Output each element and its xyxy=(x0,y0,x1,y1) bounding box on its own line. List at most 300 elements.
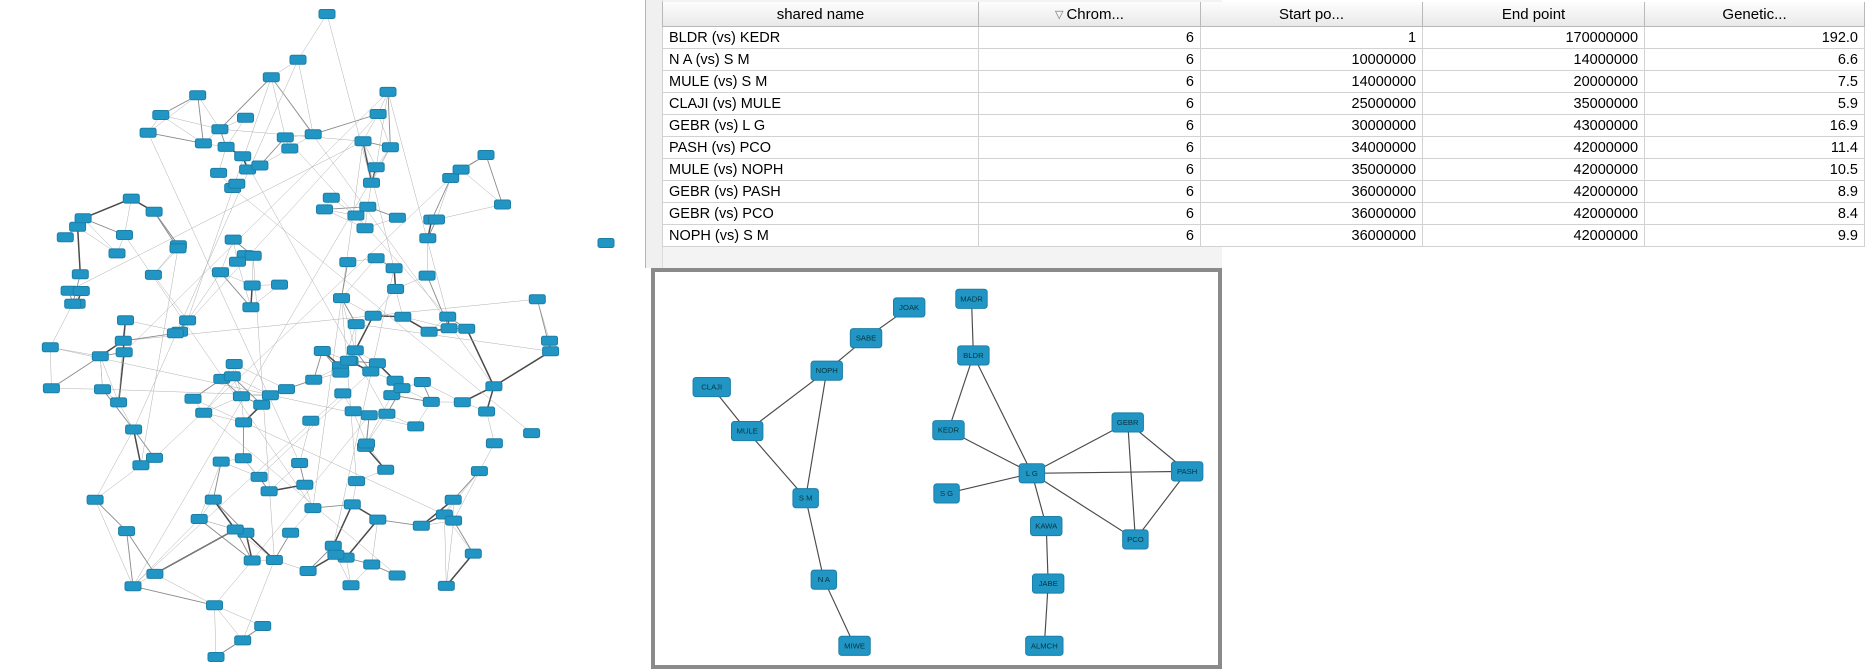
node-shape[interactable] xyxy=(1026,636,1063,655)
table-column-header-shared-name[interactable] xyxy=(663,2,979,27)
node-shape[interactable] xyxy=(75,214,91,223)
network-node[interactable] xyxy=(292,459,308,468)
network-node[interactable] xyxy=(421,327,437,336)
table-cell-chromosome[interactable]: 6 xyxy=(978,159,1200,181)
network-node[interactable] xyxy=(185,394,201,403)
table-cell-chromosome[interactable]: 6 xyxy=(978,225,1200,247)
node-shape[interactable] xyxy=(956,289,987,308)
network-node[interactable] xyxy=(225,235,241,244)
table-cell-shared-name[interactable]: CLAJI (vs) MULE xyxy=(663,93,979,115)
network-node[interactable] xyxy=(244,556,260,565)
network-node[interactable] xyxy=(524,429,540,438)
node-shape[interactable] xyxy=(213,268,229,277)
node-shape[interactable] xyxy=(328,550,344,559)
node-shape[interactable] xyxy=(180,316,196,325)
subnetwork-node[interactable] xyxy=(693,377,730,396)
network-node[interactable] xyxy=(133,461,149,470)
network-node[interactable] xyxy=(252,161,268,170)
table-cell-chromosome[interactable]: 6 xyxy=(978,49,1200,71)
table-column-header-end-point[interactable] xyxy=(1423,2,1645,27)
table-cell-genetic[interactable]: 8.4 xyxy=(1645,203,1865,225)
network-node[interactable] xyxy=(218,142,234,151)
network-node[interactable] xyxy=(370,515,386,524)
table-row[interactable] xyxy=(663,137,1865,159)
node-shape[interactable] xyxy=(167,329,183,338)
full-network-view[interactable] xyxy=(0,0,645,669)
network-node[interactable] xyxy=(454,398,470,407)
network-node[interactable] xyxy=(479,407,495,416)
node-shape[interactable] xyxy=(117,231,133,240)
node-shape[interactable] xyxy=(290,55,306,64)
node-shape[interactable] xyxy=(191,515,207,524)
node-shape[interactable] xyxy=(348,320,364,329)
node-shape[interactable] xyxy=(140,128,156,137)
network-node[interactable] xyxy=(368,163,384,172)
node-shape[interactable] xyxy=(429,215,445,224)
node-shape[interactable] xyxy=(292,459,308,468)
network-node[interactable] xyxy=(70,222,86,231)
network-node[interactable] xyxy=(73,287,89,296)
node-shape[interactable] xyxy=(408,422,424,431)
node-shape[interactable] xyxy=(272,280,288,289)
network-node[interactable] xyxy=(191,515,207,524)
table-cell-genetic[interactable]: 11.4 xyxy=(1645,137,1865,159)
node-shape[interactable] xyxy=(478,151,494,160)
network-node[interactable] xyxy=(87,495,103,504)
network-node[interactable] xyxy=(180,316,196,325)
node-shape[interactable] xyxy=(394,384,410,393)
node-shape[interactable] xyxy=(335,389,351,398)
node-shape[interactable] xyxy=(340,258,356,267)
table-cell-chromosome[interactable]: 6 xyxy=(978,71,1200,93)
network-node[interactable] xyxy=(195,139,211,148)
node-shape[interactable] xyxy=(380,87,396,96)
table-cell-start-point[interactable]: 36000000 xyxy=(1201,181,1423,203)
network-node[interactable] xyxy=(118,316,134,325)
node-shape[interactable] xyxy=(126,425,142,434)
table-cell-shared-name[interactable]: GEBR (vs) PASH xyxy=(663,181,979,203)
network-node[interactable] xyxy=(359,439,375,448)
subnetwork-node[interactable] xyxy=(933,421,964,440)
network-node[interactable] xyxy=(224,372,240,381)
subnetwork-node[interactable] xyxy=(811,361,842,380)
network-node[interactable] xyxy=(230,257,246,266)
network-node[interactable] xyxy=(420,234,436,243)
node-shape[interactable] xyxy=(297,480,313,489)
network-node[interactable] xyxy=(153,111,169,120)
network-node[interactable] xyxy=(345,407,361,416)
network-node[interactable] xyxy=(211,168,227,177)
network-node[interactable] xyxy=(111,398,127,407)
table-cell-shared-name[interactable]: PASH (vs) PCO xyxy=(663,137,979,159)
node-shape[interactable] xyxy=(598,239,614,248)
subnetwork-node[interactable] xyxy=(956,289,987,308)
table-cell-end-point[interactable]: 35000000 xyxy=(1423,93,1645,115)
network-node[interactable] xyxy=(349,477,365,486)
node-shape[interactable] xyxy=(116,348,132,357)
network-node[interactable] xyxy=(290,55,306,64)
network-node[interactable] xyxy=(486,439,502,448)
table-cell-chromosome[interactable]: 6 xyxy=(978,27,1200,49)
node-shape[interactable] xyxy=(147,453,163,462)
node-shape[interactable] xyxy=(343,581,359,590)
node-shape[interactable] xyxy=(306,375,322,384)
network-node[interactable] xyxy=(261,487,277,496)
node-shape[interactable] xyxy=(348,211,364,220)
network-node[interactable] xyxy=(190,91,206,100)
network-node[interactable] xyxy=(370,110,386,119)
node-shape[interactable] xyxy=(305,130,321,139)
node-shape[interactable] xyxy=(243,303,259,312)
node-shape[interactable] xyxy=(43,384,59,393)
network-node[interactable] xyxy=(57,233,73,242)
network-node[interactable] xyxy=(441,324,457,333)
table-cell-start-point[interactable]: 34000000 xyxy=(1201,137,1423,159)
network-node[interactable] xyxy=(395,312,411,321)
node-shape[interactable] xyxy=(395,312,411,321)
network-node[interactable] xyxy=(478,151,494,160)
network-node[interactable] xyxy=(319,10,335,19)
node-shape[interactable] xyxy=(225,235,241,244)
network-node[interactable] xyxy=(72,270,88,279)
full-network-svg[interactable] xyxy=(0,0,645,669)
node-shape[interactable] xyxy=(839,636,870,655)
table-cell-start-point[interactable]: 36000000 xyxy=(1201,225,1423,247)
node-shape[interactable] xyxy=(279,385,295,394)
node-shape[interactable] xyxy=(389,213,405,222)
subnetwork-node[interactable] xyxy=(1123,530,1148,549)
node-shape[interactable] xyxy=(325,541,341,550)
table-cell-chromosome[interactable]: 6 xyxy=(978,181,1200,203)
network-node[interactable] xyxy=(419,271,435,280)
node-shape[interactable] xyxy=(893,298,924,317)
node-shape[interactable] xyxy=(1123,530,1148,549)
network-node[interactable] xyxy=(145,270,161,279)
node-shape[interactable] xyxy=(369,359,385,368)
node-shape[interactable] xyxy=(254,400,270,409)
network-nodes[interactable] xyxy=(42,10,614,662)
network-node[interactable] xyxy=(598,239,614,248)
node-shape[interactable] xyxy=(363,367,379,376)
network-node[interactable] xyxy=(486,382,502,391)
table-cell-start-point[interactable]: 36000000 xyxy=(1201,203,1423,225)
node-shape[interactable] xyxy=(323,193,339,202)
node-shape[interactable] xyxy=(262,391,278,400)
node-shape[interactable] xyxy=(123,194,139,203)
network-node[interactable] xyxy=(279,385,295,394)
table-cell-shared-name[interactable]: NOPH (vs) S M xyxy=(663,225,979,247)
table-cell-start-point[interactable]: 10000000 xyxy=(1201,49,1423,71)
node-shape[interactable] xyxy=(486,439,502,448)
node-shape[interactable] xyxy=(57,233,73,242)
table-cell-end-point[interactable]: 43000000 xyxy=(1423,115,1645,137)
network-node[interactable] xyxy=(440,312,456,321)
network-node[interactable] xyxy=(251,472,267,481)
table-row[interactable] xyxy=(663,225,1865,247)
network-node[interactable] xyxy=(196,408,212,417)
network-node[interactable] xyxy=(205,495,221,504)
network-node[interactable] xyxy=(361,411,377,420)
node-shape[interactable] xyxy=(236,418,252,427)
node-shape[interactable] xyxy=(195,139,211,148)
network-node[interactable] xyxy=(306,375,322,384)
network-node[interactable] xyxy=(109,249,125,258)
node-shape[interactable] xyxy=(370,110,386,119)
node-shape[interactable] xyxy=(443,174,459,183)
network-node[interactable] xyxy=(233,392,249,401)
subnetwork-svg[interactable] xyxy=(655,272,1218,665)
node-shape[interactable] xyxy=(118,316,134,325)
node-shape[interactable] xyxy=(543,347,559,356)
network-node[interactable] xyxy=(334,294,350,303)
node-shape[interactable] xyxy=(421,327,437,336)
network-node[interactable] xyxy=(394,384,410,393)
table-cell-end-point[interactable]: 42000000 xyxy=(1423,137,1645,159)
network-node[interactable] xyxy=(227,525,243,534)
node-shape[interactable] xyxy=(125,582,141,591)
subnetwork-node[interactable] xyxy=(958,346,989,365)
node-shape[interactable] xyxy=(42,343,58,352)
table-cell-genetic[interactable]: 9.9 xyxy=(1645,225,1865,247)
node-shape[interactable] xyxy=(1171,462,1202,481)
network-node[interactable] xyxy=(542,336,558,345)
subnetwork-node[interactable] xyxy=(1031,516,1062,535)
subnetwork-node[interactable] xyxy=(1112,413,1143,432)
network-node[interactable] xyxy=(262,391,278,400)
table-cell-shared-name[interactable]: N A (vs) S M xyxy=(663,49,979,71)
table-column-header-start-point[interactable] xyxy=(1201,2,1423,27)
node-shape[interactable] xyxy=(244,281,260,290)
table-cell-chromosome[interactable]: 6 xyxy=(978,115,1200,137)
table-cell-genetic[interactable]: 6.6 xyxy=(1645,49,1865,71)
node-shape[interactable] xyxy=(958,346,989,365)
network-node[interactable] xyxy=(465,549,481,558)
network-node[interactable] xyxy=(429,215,445,224)
network-node[interactable] xyxy=(140,128,156,137)
network-node[interactable] xyxy=(340,356,356,365)
table-cell-genetic[interactable]: 8.9 xyxy=(1645,181,1865,203)
node-shape[interactable] xyxy=(245,251,261,260)
network-node[interactable] xyxy=(423,397,439,406)
network-node[interactable] xyxy=(380,87,396,96)
network-node[interactable] xyxy=(207,601,223,610)
network-node[interactable] xyxy=(317,205,333,214)
node-shape[interactable] xyxy=(233,392,249,401)
node-shape[interactable] xyxy=(524,429,540,438)
node-shape[interactable] xyxy=(334,294,350,303)
network-node[interactable] xyxy=(340,258,356,267)
network-node[interactable] xyxy=(263,73,279,82)
network-node[interactable] xyxy=(446,516,462,525)
node-shape[interactable] xyxy=(386,264,402,273)
node-shape[interactable] xyxy=(92,352,108,361)
subnetwork-node[interactable] xyxy=(811,570,836,589)
table-cell-shared-name[interactable]: MULE (vs) S M xyxy=(663,71,979,93)
node-shape[interactable] xyxy=(282,144,298,153)
table-row[interactable] xyxy=(663,71,1865,93)
node-shape[interactable] xyxy=(355,137,371,146)
table-cell-genetic[interactable]: 7.5 xyxy=(1645,71,1865,93)
node-shape[interactable] xyxy=(445,495,461,504)
network-node[interactable] xyxy=(303,416,319,425)
table-cell-end-point[interactable]: 20000000 xyxy=(1423,71,1645,93)
network-node[interactable] xyxy=(42,343,58,352)
node-shape[interactable] xyxy=(261,487,277,496)
network-node[interactable] xyxy=(235,454,251,463)
network-node[interactable] xyxy=(360,202,376,211)
node-shape[interactable] xyxy=(495,200,511,209)
network-node[interactable] xyxy=(126,425,142,434)
node-shape[interactable] xyxy=(414,378,430,387)
node-shape[interactable] xyxy=(218,142,234,151)
node-shape[interactable] xyxy=(65,299,81,308)
table-row[interactable] xyxy=(663,27,1865,49)
table-cell-genetic[interactable]: 10.5 xyxy=(1645,159,1865,181)
node-shape[interactable] xyxy=(252,161,268,170)
network-node[interactable] xyxy=(305,130,321,139)
node-shape[interactable] xyxy=(388,285,404,294)
node-shape[interactable] xyxy=(1019,464,1044,483)
network-node[interactable] xyxy=(543,347,559,356)
node-shape[interactable] xyxy=(359,439,375,448)
node-shape[interactable] xyxy=(368,254,384,263)
node-shape[interactable] xyxy=(1031,516,1062,535)
node-shape[interactable] xyxy=(333,368,349,377)
network-node[interactable] xyxy=(389,571,405,580)
node-shape[interactable] xyxy=(109,249,125,258)
network-node[interactable] xyxy=(495,200,511,209)
table-cell-start-point[interactable]: 30000000 xyxy=(1201,115,1423,137)
node-shape[interactable] xyxy=(277,133,293,142)
network-node[interactable] xyxy=(344,500,360,509)
node-shape[interactable] xyxy=(340,356,356,365)
table-cell-end-point[interactable]: 14000000 xyxy=(1423,49,1645,71)
table-cell-shared-name[interactable]: MULE (vs) NOPH xyxy=(663,159,979,181)
node-shape[interactable] xyxy=(251,472,267,481)
network-node[interactable] xyxy=(238,113,254,122)
network-node[interactable] xyxy=(529,295,545,304)
node-shape[interactable] xyxy=(224,372,240,381)
node-shape[interactable] xyxy=(693,377,730,396)
network-node[interactable] xyxy=(443,174,459,183)
network-node[interactable] xyxy=(348,320,364,329)
node-shape[interactable] xyxy=(811,361,842,380)
node-shape[interactable] xyxy=(479,407,495,416)
subnetwork-node[interactable] xyxy=(1026,636,1063,655)
network-node[interactable] xyxy=(369,359,385,368)
node-shape[interactable] xyxy=(305,504,321,513)
node-shape[interactable] xyxy=(542,336,558,345)
subnetwork-node[interactable] xyxy=(1171,462,1202,481)
table-cell-start-point[interactable]: 25000000 xyxy=(1201,93,1423,115)
network-node[interactable] xyxy=(226,360,242,369)
network-node[interactable] xyxy=(243,303,259,312)
network-node[interactable] xyxy=(147,453,163,462)
node-shape[interactable] xyxy=(300,567,316,576)
table-row[interactable] xyxy=(663,181,1865,203)
table-cell-chromosome[interactable]: 6 xyxy=(978,137,1200,159)
subnetwork-node[interactable] xyxy=(1019,464,1044,483)
node-shape[interactable] xyxy=(133,461,149,470)
subnetwork-node[interactable] xyxy=(934,484,959,503)
node-shape[interactable] xyxy=(1112,413,1143,432)
node-shape[interactable] xyxy=(229,179,245,188)
network-node[interactable] xyxy=(254,400,270,409)
node-shape[interactable] xyxy=(419,271,435,280)
node-shape[interactable] xyxy=(147,569,163,578)
node-shape[interactable] xyxy=(731,422,762,441)
node-shape[interactable] xyxy=(933,421,964,440)
node-shape[interactable] xyxy=(111,398,127,407)
node-shape[interactable] xyxy=(115,336,131,345)
table-cell-shared-name[interactable]: GEBR (vs) PCO xyxy=(663,203,979,225)
node-shape[interactable] xyxy=(283,528,299,537)
network-node[interactable] xyxy=(229,179,245,188)
node-shape[interactable] xyxy=(360,202,376,211)
network-node[interactable] xyxy=(119,527,135,536)
table-cell-shared-name[interactable]: BLDR (vs) KEDR xyxy=(663,27,979,49)
table-cell-genetic[interactable]: 16.9 xyxy=(1645,115,1865,137)
node-shape[interactable] xyxy=(365,311,381,320)
node-shape[interactable] xyxy=(205,495,221,504)
network-node[interactable] xyxy=(235,636,251,645)
network-node[interactable] xyxy=(459,324,475,333)
node-shape[interactable] xyxy=(1032,574,1063,593)
table-row[interactable] xyxy=(663,115,1865,137)
network-node[interactable] xyxy=(272,280,288,289)
subnetwork-node[interactable] xyxy=(850,329,881,348)
network-node[interactable] xyxy=(368,254,384,263)
table-cell-genetic[interactable]: 5.9 xyxy=(1645,93,1865,115)
node-shape[interactable] xyxy=(212,125,228,134)
network-node[interactable] xyxy=(245,251,261,260)
node-shape[interactable] xyxy=(211,168,227,177)
node-shape[interactable] xyxy=(389,571,405,580)
network-node[interactable] xyxy=(388,285,404,294)
node-shape[interactable] xyxy=(146,207,162,216)
node-shape[interactable] xyxy=(471,467,487,476)
table-row[interactable] xyxy=(663,49,1865,71)
node-shape[interactable] xyxy=(208,653,224,662)
node-shape[interactable] xyxy=(361,411,377,420)
network-node[interactable] xyxy=(147,569,163,578)
network-node[interactable] xyxy=(212,125,228,134)
network-node[interactable] xyxy=(365,311,381,320)
network-node[interactable] xyxy=(379,409,395,418)
network-node[interactable] xyxy=(389,213,405,222)
node-shape[interactable] xyxy=(170,244,186,253)
network-node[interactable] xyxy=(277,133,293,142)
network-node[interactable] xyxy=(208,653,224,662)
network-node[interactable] xyxy=(382,143,398,152)
node-shape[interactable] xyxy=(317,205,333,214)
network-node[interactable] xyxy=(300,567,316,576)
table-row[interactable] xyxy=(663,159,1865,181)
network-node[interactable] xyxy=(117,231,133,240)
network-node[interactable] xyxy=(146,207,162,216)
node-shape[interactable] xyxy=(119,527,135,536)
network-node[interactable] xyxy=(167,329,183,338)
subnetwork-node[interactable] xyxy=(793,489,818,508)
network-node[interactable] xyxy=(386,264,402,273)
network-node[interactable] xyxy=(283,528,299,537)
network-node[interactable] xyxy=(170,244,186,253)
node-shape[interactable] xyxy=(344,500,360,509)
network-node[interactable] xyxy=(378,465,394,474)
network-node[interactable] xyxy=(115,336,131,345)
node-shape[interactable] xyxy=(226,360,242,369)
network-node[interactable] xyxy=(266,556,282,565)
